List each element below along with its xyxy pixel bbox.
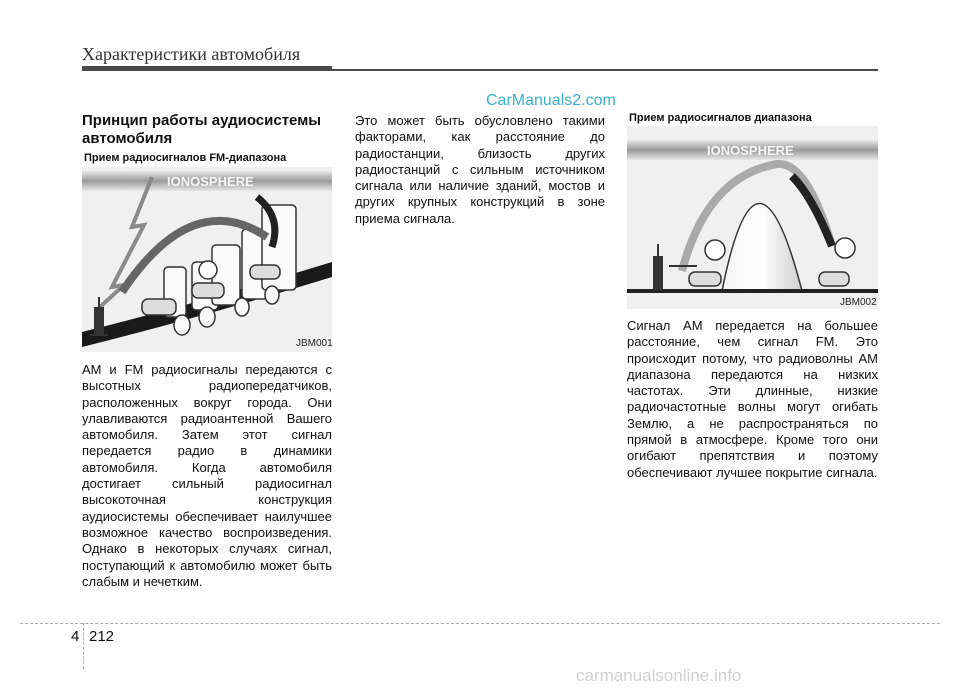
figure1-illustration: [82, 167, 332, 352]
figure1-code: JBM001: [296, 338, 333, 349]
fm-reception-illustration: [82, 167, 332, 352]
watermark-bottom: carmanualsonline.info: [576, 666, 742, 685]
figure2-label: Прием радиосигналов диапазона: [629, 112, 812, 124]
figure2-code: JBM002: [840, 297, 877, 308]
figure1-label: Прием радиосигналов FM-диапазона: [84, 152, 287, 164]
am-reception-illustration: [627, 126, 878, 309]
column2-text: Это может быть обусловлено такими факторами, как расстояние до радиостанции, близость других радиостанций с сильным источником сигнала или наличие зданий, мостов и других крупных конструкций в зоне приема сигнала.: [355, 113, 605, 226]
ground-line: [627, 289, 878, 293]
chapter-number: 4: [71, 628, 80, 645]
column1-text: AM и FM радиосигналы передаются с высотных радиопередатчиков, расположенных вокруг города. Они улавливаются радиоантенной Вашего автомобиля. Затем этот сигнал передается радио в динамики автомобиля. Когда автомобиля достигает сильный радиосигнал высокоточная конструкция аудиосистемы обеспечивает наилучшее возможное качество воспроизведения. Однако в некоторых случаях сигнал, поступающий к автомобилю может быть слабым и нечетким.: [82, 362, 332, 589]
music-note-icon: [705, 240, 725, 260]
page-number: 212: [89, 628, 115, 645]
section-title: Принцип работы аудиосистемы автомобиля: [82, 112, 322, 147]
page-header-title: Характеристики автомобиля: [82, 44, 301, 64]
header-rule-thin: [332, 69, 878, 71]
speaker-icon: [199, 261, 217, 279]
ionosphere-text: IONOSPHERE: [707, 143, 794, 158]
footer-dashed-rule: [20, 623, 940, 624]
footer-vertical-rule: [83, 623, 84, 669]
ionosphere-text: IONOSPHERE: [167, 174, 254, 189]
watermark-top: CarManuals2.com: [486, 92, 616, 109]
figure2-illustration: [627, 126, 878, 309]
music-note-icon: [835, 238, 855, 258]
header-rule-thick: [82, 66, 332, 71]
column3-text: Сигнал AM передается на большее расстояние, чем сигнал FM. Это происходит потому, что радиоволны AM диапазона передаются на низких частотах. Эти длинные, низкие радиочастотные волны могут огибать Землю, а не распространяться по прямой в атмосфере. Кроме того они огибают препятствия и поэтому обеспечивают лучшее покрытие сигнала.: [627, 318, 878, 480]
